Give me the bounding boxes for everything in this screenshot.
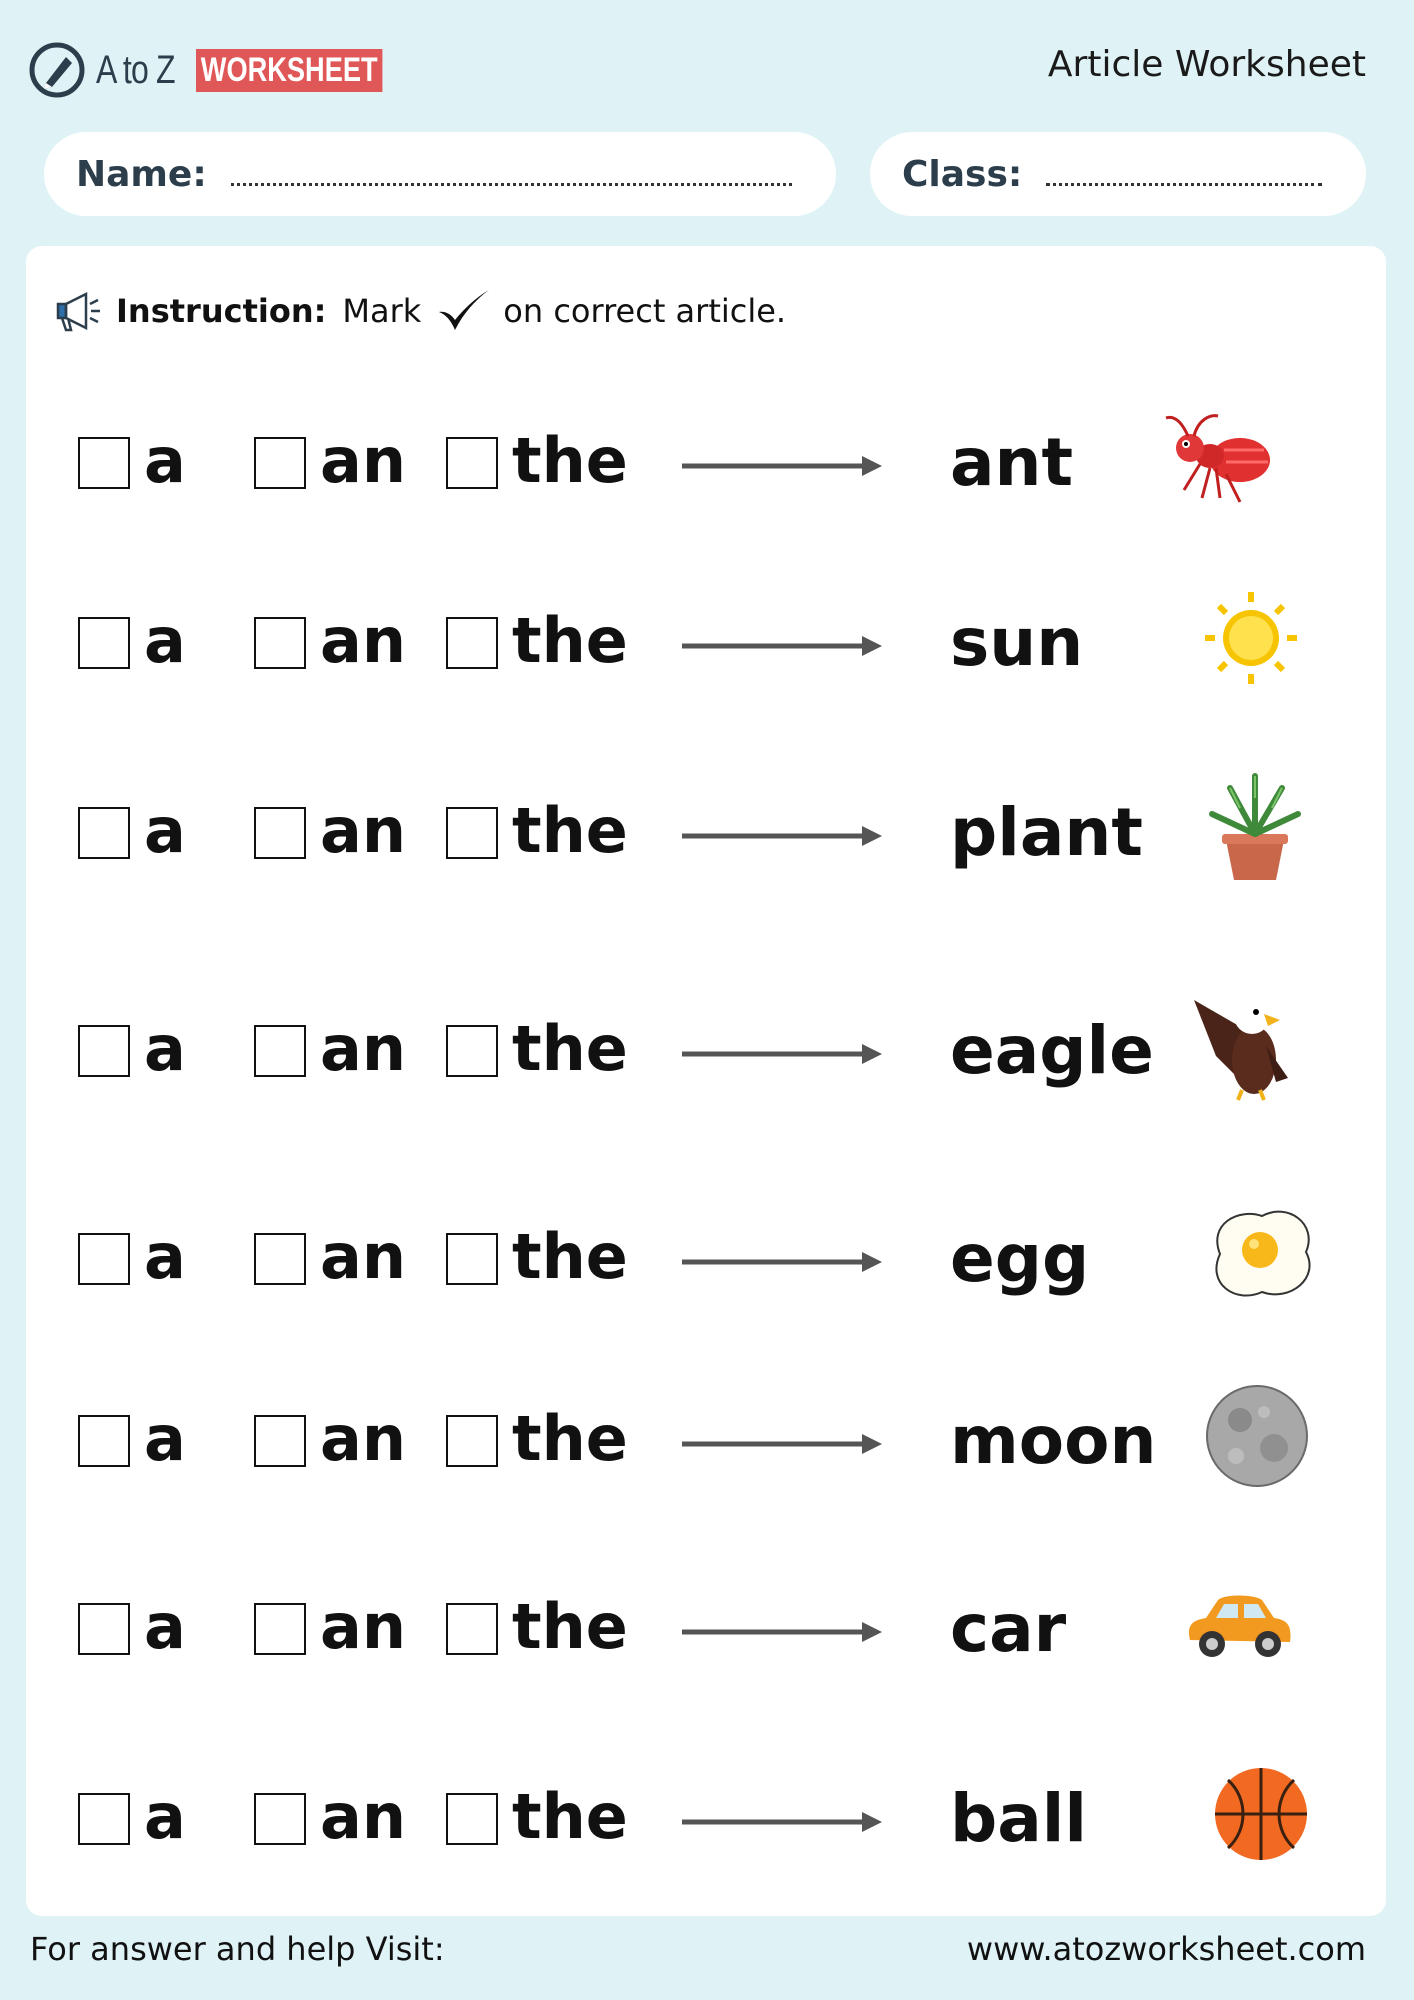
arrow-right-icon xyxy=(680,1250,884,1274)
checkbox-the[interactable] xyxy=(446,1233,498,1285)
option-label: a xyxy=(144,1012,186,1085)
arrow-right-icon xyxy=(680,1432,884,1456)
option-a[interactable] xyxy=(78,604,186,677)
name-field[interactable] xyxy=(44,132,836,216)
option-an[interactable] xyxy=(254,1780,406,1853)
checkbox-the[interactable] xyxy=(446,1793,498,1845)
option-an[interactable] xyxy=(254,424,406,497)
checkbox-a[interactable] xyxy=(78,1415,130,1467)
option-label: a xyxy=(144,1780,186,1853)
option-the[interactable] xyxy=(446,1220,628,1293)
option-an[interactable] xyxy=(254,1402,406,1475)
fried-egg-icon xyxy=(1198,1194,1328,1314)
potted-plant-icon xyxy=(1190,768,1320,888)
option-the[interactable] xyxy=(446,1780,628,1853)
sun-icon xyxy=(1186,578,1316,698)
footer-website-link[interactable]: www.atozworksheet.com xyxy=(966,1930,1366,1968)
checkbox-a[interactable] xyxy=(78,1233,130,1285)
site-logo[interactable] xyxy=(28,38,429,102)
question-row-eagle xyxy=(26,998,1386,1098)
option-label: the xyxy=(512,1780,628,1853)
option-label: the xyxy=(512,1220,628,1293)
checkbox-a[interactable] xyxy=(78,1793,130,1845)
checkbox-an[interactable] xyxy=(254,437,306,489)
option-label: the xyxy=(512,1590,628,1663)
checkbox-an[interactable] xyxy=(254,807,306,859)
arrow-right-icon xyxy=(680,634,884,658)
checkbox-a[interactable] xyxy=(78,617,130,669)
question-row-sun xyxy=(26,590,1386,690)
option-an[interactable] xyxy=(254,1012,406,1085)
option-label: the xyxy=(512,794,628,867)
megaphone-icon xyxy=(54,290,104,332)
checkmark-icon xyxy=(435,286,491,336)
page-header xyxy=(0,0,1414,120)
option-an[interactable] xyxy=(254,1220,406,1293)
checkbox-the[interactable] xyxy=(446,807,498,859)
option-a[interactable] xyxy=(78,1220,186,1293)
checkbox-a[interactable] xyxy=(78,1603,130,1655)
checkbox-an[interactable] xyxy=(254,1793,306,1845)
noun-word: plant xyxy=(950,794,1143,871)
arrow-right-icon xyxy=(680,454,884,478)
checkbox-the[interactable] xyxy=(446,1415,498,1467)
checkbox-the[interactable] xyxy=(446,1603,498,1655)
arrow-right-icon xyxy=(680,824,884,848)
worksheet-title: Article Worksheet xyxy=(1047,44,1366,85)
question-row-car xyxy=(26,1576,1386,1676)
option-label: a xyxy=(144,424,186,497)
option-a[interactable] xyxy=(78,424,186,497)
noun-word: eagle xyxy=(950,1012,1154,1089)
moon-icon xyxy=(1192,1376,1322,1496)
noun-word: ball xyxy=(950,1780,1088,1857)
option-label: the xyxy=(512,424,628,497)
arrow-right-icon xyxy=(680,1042,884,1066)
option-label: a xyxy=(144,604,186,677)
option-an[interactable] xyxy=(254,604,406,677)
option-label: an xyxy=(320,1402,406,1475)
option-label: a xyxy=(144,794,186,867)
option-an[interactable] xyxy=(254,794,406,867)
option-the[interactable] xyxy=(446,424,628,497)
option-label: an xyxy=(320,1590,406,1663)
instruction xyxy=(54,286,786,336)
question-row-ant xyxy=(26,410,1386,510)
option-a[interactable] xyxy=(78,1780,186,1853)
option-label: an xyxy=(320,604,406,677)
eagle-icon xyxy=(1176,986,1306,1106)
option-a[interactable] xyxy=(78,1590,186,1663)
option-label: an xyxy=(320,1780,406,1853)
question-row-ball xyxy=(26,1766,1386,1866)
noun-word: ant xyxy=(950,424,1074,501)
checkbox-a[interactable] xyxy=(78,807,130,859)
option-label: a xyxy=(144,1590,186,1663)
option-label: the xyxy=(512,1402,628,1475)
checkbox-the[interactable] xyxy=(446,617,498,669)
class-dotted-line[interactable] xyxy=(1046,183,1322,186)
checkbox-a[interactable] xyxy=(78,437,130,489)
noun-word: car xyxy=(950,1590,1067,1667)
option-the[interactable] xyxy=(446,1012,628,1085)
checkbox-an[interactable] xyxy=(254,1233,306,1285)
option-label: an xyxy=(320,1012,406,1085)
worksheet-card xyxy=(26,246,1386,1916)
checkbox-a[interactable] xyxy=(78,1025,130,1077)
option-an[interactable] xyxy=(254,1590,406,1663)
option-label: an xyxy=(320,794,406,867)
option-label: an xyxy=(320,424,406,497)
name-dotted-line[interactable] xyxy=(231,183,792,186)
checkbox-an[interactable] xyxy=(254,617,306,669)
logo-atoz-text: A to Z xyxy=(96,47,175,92)
option-label: a xyxy=(144,1402,186,1475)
option-the[interactable] xyxy=(446,1590,628,1663)
arrow-right-icon xyxy=(680,1620,884,1644)
option-a[interactable] xyxy=(78,1012,186,1085)
checkbox-the[interactable] xyxy=(446,437,498,489)
class-field[interactable] xyxy=(870,132,1366,216)
option-the[interactable] xyxy=(446,1402,628,1475)
option-label: the xyxy=(512,1012,628,1085)
instruction-label: Instruction: xyxy=(116,292,327,330)
noun-word: sun xyxy=(950,604,1084,681)
option-a[interactable] xyxy=(78,794,186,867)
checkbox-the[interactable] xyxy=(446,1025,498,1077)
question-row-plant xyxy=(26,780,1386,880)
footer-help-text: For answer and help Visit: xyxy=(30,1930,445,1968)
noun-word: moon xyxy=(950,1402,1157,1479)
question-row-moon xyxy=(26,1388,1386,1488)
option-the[interactable] xyxy=(446,604,628,677)
checkbox-an[interactable] xyxy=(254,1415,306,1467)
checkbox-an[interactable] xyxy=(254,1025,306,1077)
option-the[interactable] xyxy=(446,794,628,867)
pencil-logo-icon xyxy=(28,41,86,99)
option-label: the xyxy=(512,604,628,677)
logo-worksheet-text: WORKSHEET xyxy=(196,49,382,92)
name-label: Name: xyxy=(76,153,207,195)
car-icon xyxy=(1170,1564,1300,1684)
checkbox-an[interactable] xyxy=(254,1603,306,1655)
instruction-text-mark: Mark xyxy=(342,292,422,330)
question-row-egg xyxy=(26,1206,1386,1306)
option-label: an xyxy=(320,1220,406,1293)
option-a[interactable] xyxy=(78,1402,186,1475)
noun-word: egg xyxy=(950,1220,1090,1297)
arrow-right-icon xyxy=(680,1810,884,1834)
class-label: Class: xyxy=(902,153,1023,195)
option-label: a xyxy=(144,1220,186,1293)
ant-icon xyxy=(1160,398,1290,518)
basketball-icon xyxy=(1196,1754,1326,1874)
instruction-text-correct: on correct article. xyxy=(503,292,787,330)
